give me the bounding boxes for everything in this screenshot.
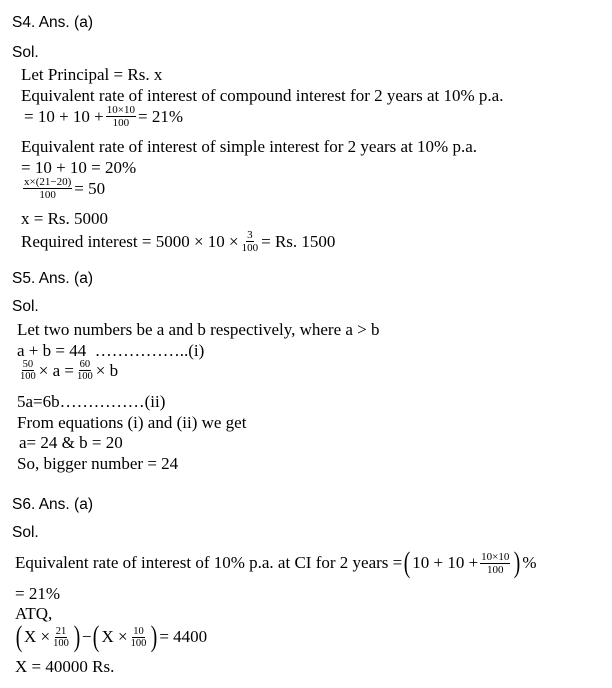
s5-heading: S5. Ans. (a): [12, 270, 93, 287]
s6-line-rate-result: = 21%: [15, 584, 60, 603]
s5-fraction-50: $\frac{50}{100}$: [20, 359, 36, 382]
s5-sol-label: Sol.: [12, 298, 39, 315]
s4-fraction-required: $\frac{3}{100}$: [241, 229, 259, 254]
s6-right-paren: ): [514, 546, 521, 579]
s4-line-required-interest: Required interest = 5000 × 10 × $\frac{3}{100}$ = Rs. 1500: [21, 229, 336, 254]
s4-line-ci-calc: = 10 + 10 + $\frac{10\times 10}{100}$ = 21%: [24, 104, 183, 129]
s4-line-si-rate-text: Equivalent rate of interest of simple interest for 2 years at 10% p.a.: [21, 137, 478, 156]
s5-fraction-60: $\frac{60}{100}$: [76, 359, 93, 382]
s5-line-ratio: $\frac{50}{100}$ × a = $\frac{60}{100}$ × b: [20, 359, 119, 382]
s6-line-ci-rate: Equivalent rate of interest of 10% p.a. at CI for 2 years = ( 10 + 10 + $\frac{10\times 10}{100}$ ) %: [15, 546, 537, 579]
s6-sol-label: Sol.: [12, 524, 39, 541]
s6-eq-left-paren-1: (: [15, 620, 23, 653]
s4-fraction-ci: $\frac{10\times 10}{100}$: [106, 104, 135, 129]
s4-line-difference: $\frac{x\times(21-20)}{100}$ = 50: [24, 176, 106, 201]
s4-line-ci-rate-text: Equivalent rate of interest of compound interest for 2 years at 10% p.a.: [21, 86, 504, 105]
s4-heading: S4. Ans. (a): [12, 14, 93, 31]
s6-eq-left-paren-2: (: [93, 620, 100, 653]
s4-line-principal: Let Principal = Rs. x: [21, 65, 163, 84]
s5-line-eq-i: a + b = 44 ……………..(i): [17, 341, 205, 360]
s5-line-let-numbers: Let two numbers be a and b respectively, where a > b: [17, 320, 380, 339]
s6-left-paren: (: [403, 546, 411, 579]
s5-line-from-equations: From equations (i) and (ii) we get: [17, 413, 247, 432]
s6-fraction-ci: $\frac{10\times 10}{100}$: [481, 550, 510, 576]
s6-fraction-10: $\frac{10}{100}$: [130, 625, 147, 649]
s5-line-eq-ii: 5a=6b……………(ii): [17, 392, 166, 411]
s6-eq-right-paren-2: ): [151, 620, 158, 653]
s4-fraction-difference: $\frac{x\times(21-20)}{100}$: [24, 176, 72, 201]
s6-line-atq: ATQ,: [15, 604, 53, 623]
s6-line-x-value: X = 40000 Rs.: [15, 657, 115, 676]
s4-sol-label: Sol.: [12, 44, 39, 61]
s5-line-bigger-number: So, bigger number = 24: [17, 454, 179, 473]
s4-line-si-calc: = 10 + 10 = 20%: [21, 158, 137, 177]
s4-line-x-value: x = Rs. 5000: [21, 209, 109, 228]
s6-fraction-21: $\frac{21}{100}$: [53, 625, 69, 649]
s5-line-values: a= 24 & b = 20: [19, 433, 123, 452]
s6-heading: S6. Ans. (a): [12, 496, 93, 513]
s6-eq-right-paren-1: ): [73, 620, 81, 653]
s6-line-equation: ( X × $\frac{21}{100}$ ) − ( X × $\frac{10}{100}$ ) = 4400: [15, 620, 208, 653]
